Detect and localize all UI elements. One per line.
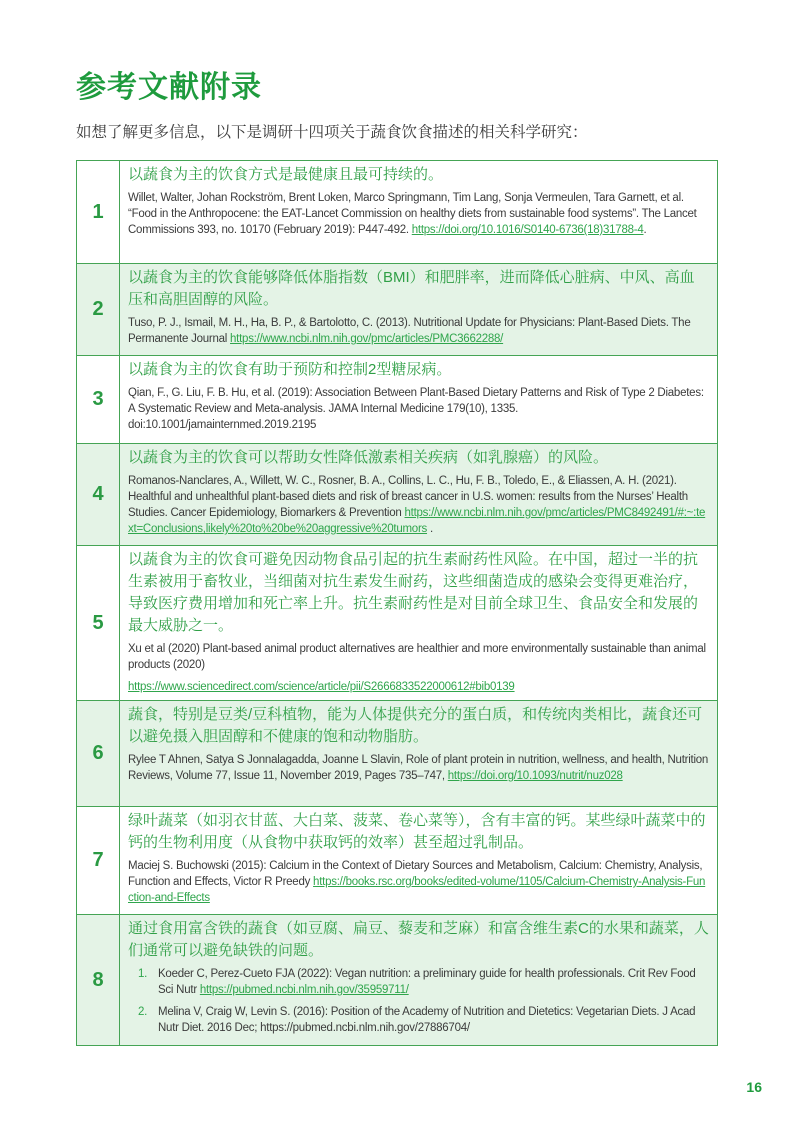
claim-text: 以蔬食为主的饮食可以帮助女性降低激素相关疾病（如乳腺癌）的风险。 xyxy=(128,449,609,466)
reference-content xyxy=(120,264,718,356)
citation xyxy=(128,190,709,238)
citation-link[interactable]: https://books.rsc.org/books/edited-volume/1105/Calcium-Chemistry-Analysis-Function-and-Effects xyxy=(128,876,706,904)
citation-link[interactable]: https://www.sciencedirect.com/science/article/pii/S2666833522000612#bib0139 xyxy=(128,681,515,693)
citation-text: Romanos-Nanclares, A., Willett, W. C., Rosner, B. A., Collins, L. C., Hu, F. B., Toledo, E., & Eliassen, A. H. (2021). Healthful and unhealthful plant-based diets and risk of breast cancer in U.S. women: results from the Nurses’ Health Studies. Cancer Epidemiology, Biomarkers & Prevention xyxy=(128,475,688,519)
citation-list-item xyxy=(128,1004,709,1036)
list-marker: 2. xyxy=(138,1006,148,1018)
reference-row xyxy=(77,444,718,546)
reference-row xyxy=(77,546,718,701)
reference-row xyxy=(77,807,718,915)
reference-number: 5 xyxy=(77,546,120,701)
citation xyxy=(158,966,709,998)
reference-content xyxy=(120,915,718,1046)
reference-number: 6 xyxy=(77,701,120,807)
reference-content xyxy=(120,161,718,264)
citation-text: Xu et al (2020) Plant-based animal product alternatives are healthier and more environmentally sustainable than animal products (2020) xyxy=(128,643,706,671)
page-title: 参考文献附录 xyxy=(76,71,262,104)
citation-text: Rylee T Ahnen, Satya S Jonnalagadda, Joanne L Slavin, Role of plant protein in nutrition, wellness, and health, Nutrition Reviews, Volume 77, Issue 11, November 2019, Pages 735–747, xyxy=(128,754,709,782)
citation xyxy=(158,1004,709,1036)
claim-text: 绿叶蔬菜（如羽衣甘蓝、大白菜、菠菜、卷心菜等），含有丰富的钙。某些绿叶蔬菜中的钙的生物利用度（从食物中获取钙的效率）甚至超过乳制品。 xyxy=(128,812,706,851)
citation xyxy=(128,385,709,433)
citation-link[interactable]: https://doi.org/10.1093/nutrit/nuz028 xyxy=(447,770,623,782)
reference-row xyxy=(77,264,718,356)
list-marker: 1. xyxy=(138,968,148,980)
reference-content xyxy=(120,701,718,807)
citation-text: Tuso, P. J., Ismail, M. H., Ha, B. P., & Bartolotto, C. (2013). Nutritional Update for Physicians: Plant-Based Diets. The Permanente Journal xyxy=(128,317,691,345)
citation-text: Koeder C, Perez-Cueto FJA (2022): Vegan nutrition: a preliminary guide for health professionals. Crit Rev Food Sci Nutr xyxy=(158,968,696,996)
citation-link[interactable]: https://pubmed.ncbi.nlm.nih.gov/35959711/ xyxy=(199,984,409,996)
citation-link[interactable]: https://www.ncbi.nlm.nih.gov/pmc/articles/PMC3662288/ xyxy=(230,333,504,345)
citation xyxy=(128,473,709,537)
citation-list-item xyxy=(128,966,709,998)
reference-content xyxy=(120,444,718,546)
citation xyxy=(128,858,709,906)
reference-table xyxy=(76,160,718,1046)
reference-content xyxy=(120,546,718,701)
citation-list xyxy=(128,966,709,1036)
citation xyxy=(128,752,709,784)
citation-text: Qian, F., G. Liu, F. B. Hu, et al. (2019): Association Between Plant-Based Dietary Patterns and Risk of Type 2 Diabetes: A Systematic Review and Meta-analysis. JAMA Internal Medicine 179(10), 1335. doi:10.1001/jamainternmed.2019.2195 xyxy=(128,387,704,431)
reference-row xyxy=(77,701,718,807)
reference-content xyxy=(120,356,718,444)
citation-link[interactable]: https://doi.org/10.1016/S0140-6736(18)31788-4 xyxy=(411,224,644,236)
claim-text: 蔬食，特别是豆类/豆科植物，能为人体提供充分的蛋白质，和传统肉类相比，蔬食还可以避免摄入胆固醇和不健康的饱和动物脂肪。 xyxy=(128,706,703,745)
reference-number: 7 xyxy=(77,807,120,915)
reference-number: 8 xyxy=(77,915,120,1046)
citation-link[interactable]: https://www.ncbi.nlm.nih.gov/pmc/articles/PMC8492491/#:~:text=Conclusions,likely%20to%20be%20aggressive%20tumors xyxy=(128,507,706,535)
reference-number: 2 xyxy=(77,264,120,356)
reference-row xyxy=(77,915,718,1046)
reference-number: 1 xyxy=(77,161,120,264)
claim-text: 通过食用富含铁的蔬食（如豆腐、扁豆、藜麦和芝麻）和富含维生素C的水果和蔬菜，人们通常可以避免缺铁的问题。 xyxy=(128,920,709,959)
citation-text: Willet, Walter, Johan Rockström, Brent Loken, Marco Springmann, Tim Lang, Sonja Vermeulen, Tara Garnett, et al. “Food in the Anthropocene: the EAT-Lancet Commission on healthy diets from sustainable food systems”. The Lancet Commissions 393, no. 10170 (February 2019): P447-492. xyxy=(128,192,697,236)
citation-text: Melina V, Craig W, Levin S. (2016): Position of the Academy of Nutrition and Dietetics: Vegetarian Diets. J Acad Nutr Diet. 2016 Dec; https://pubmed.ncbi.nlm.nih.gov/27886704/ xyxy=(158,1006,696,1034)
reference-number: 3 xyxy=(77,356,120,444)
citation xyxy=(128,641,709,695)
claim-text: 以蔬食为主的饮食方式是最健康且最可持续的。 xyxy=(128,166,444,183)
citation-trailing-text: . xyxy=(427,523,433,535)
citation-trailing-text: . xyxy=(643,224,647,236)
citation xyxy=(128,315,709,347)
citation-text: Maciej S. Buchowski (2015): Calcium in the Context of Dietary Sources and Metabolism, Calcium: Chemistry, Analysis, Function and Effects, Victor R Preedy xyxy=(128,860,703,888)
claim-text: 以蔬食为主的饮食可避免因动物食品引起的抗生素耐药性风险。在中国，超过一半的抗生素被用于畜牧业，当细菌对抗生素发生耐药，这些细菌造成的感染会变得更难治疗，导致医疗费用增加和死亡率上升。抗生素耐药性是对目前全球卫生、食品安全和发展的最大威胁之一。 xyxy=(128,551,699,634)
reference-number: 4 xyxy=(77,444,120,546)
intro-text: 如想了解更多信息，以下是调研十四项关于蔬食饮食描述的相关科学研究： xyxy=(76,124,588,141)
reference-row xyxy=(77,356,718,444)
claim-text: 以蔬食为主的饮食能够降低体脂指数（BMI）和肥胖率，进而降低心脏病、中风、高血压和高胆固醇的风险。 xyxy=(128,269,695,308)
reference-content xyxy=(120,807,718,915)
page-number: 16 xyxy=(746,1079,762,1095)
claim-text: 以蔬食为主的饮食有助于预防和控制2型糖尿病。 xyxy=(128,361,452,378)
reference-row xyxy=(77,161,718,264)
